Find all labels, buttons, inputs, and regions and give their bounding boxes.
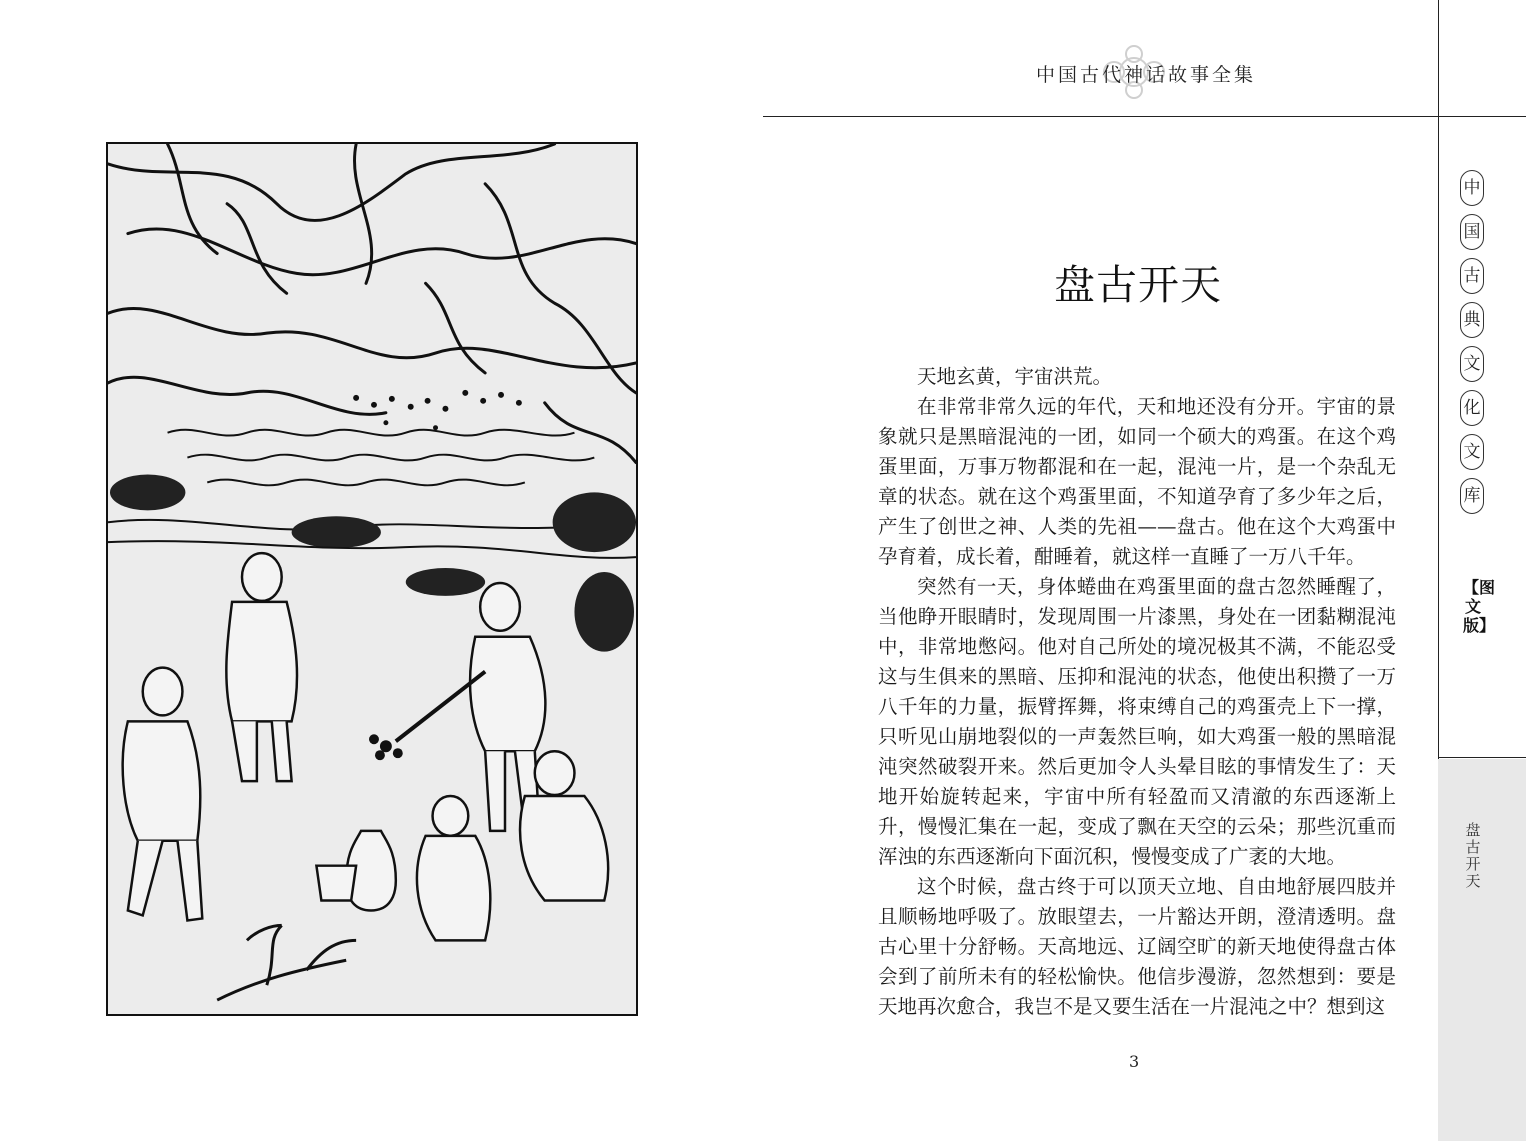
series-char: 化 [1460, 390, 1484, 426]
series-char: 文 [1460, 434, 1484, 470]
series-name-column [1460, 170, 1488, 522]
series-char: 典 [1460, 302, 1484, 338]
side-tab-divider [1438, 757, 1526, 758]
page-number: 3 [1129, 1052, 1140, 1071]
side-tab-top-rule [1438, 116, 1526, 117]
series-char: 中 [1460, 170, 1484, 206]
series-char: 库 [1460, 478, 1484, 514]
side-tab-chapter-panel [1438, 759, 1526, 1141]
header-divider [763, 116, 1440, 117]
series-char: 古 [1460, 258, 1484, 294]
series-char: 国 [1460, 214, 1484, 250]
edition-label: 【图文版】 [1463, 578, 1496, 635]
side-chapter-title: 盘古开天 [1465, 821, 1481, 890]
chapter-title: 盘古开天 [1054, 261, 1222, 309]
chapter-body [878, 362, 1396, 1022]
chapter-illustration [106, 142, 638, 1016]
running-header-title: 中国古代神话故事全集 [1036, 64, 1257, 86]
series-char: 文 [1460, 346, 1484, 382]
woodcut-drawing [108, 144, 636, 1014]
body-paragraph: 天地玄黄，宇宙洪荒。 [917, 365, 1113, 388]
body-paragraph: 这个时候，盘古终于可以顶天立地、自由地舒展四肢并且顺畅地呼吸了。放眼望去，一片豁达开朗，澄清透明。盘古心里十分舒畅。天高地远、辽阔空旷的新天地使得盘古体会到了前所未有的轻松愉快。他信步漫游，忽然想到：要是天地再次愈合，我岂不是又要生活在一片混沌之中？想到这 [878, 875, 1396, 1018]
body-paragraph: 在非常非常久远的年代，天和地还没有分开。宇宙的景象就只是黑暗混沌的一团，如同一个硕大的鸡蛋。在这个鸡蛋里面，万事万物都混和在一起，混沌一片，是一个杂乱无章的状态。就在这个鸡蛋里面，不知道孕育了多少年之后，产生了创世之神、人类的先祖——盘古。他在这个大鸡蛋中孕育着，成长着，酣睡着，就这样一直睡了一万八千年。 [878, 395, 1396, 568]
body-paragraph: 突然有一天，身体蜷曲在鸡蛋里面的盘古忽然睡醒了，当他睁开眼睛时，发现周围一片漆黑，身处在一团黏糊混沌中，非常地憋闷。他对自己所处的境况极其不满，不能忍受这与生俱来的黑暗、压抑和混沌的状态，他使出积攒了一万八千年的力量，振臂挥舞，将束缚自己的鸡蛋壳上下一撑，只听见山崩地裂似的一声轰然巨响，如大鸡蛋一般的黑暗混沌突然破裂开来。然后更加令人头晕目眩的事情发生了：天地开始旋转起来，宇宙中所有轻盈而又清澈的东西逐渐上升，慢慢汇集在一起，变成了飘在天空的云朵；那些沉重而浑浊的东西逐渐向下面沉积，慢慢变成了广袤的大地。 [878, 575, 1396, 868]
